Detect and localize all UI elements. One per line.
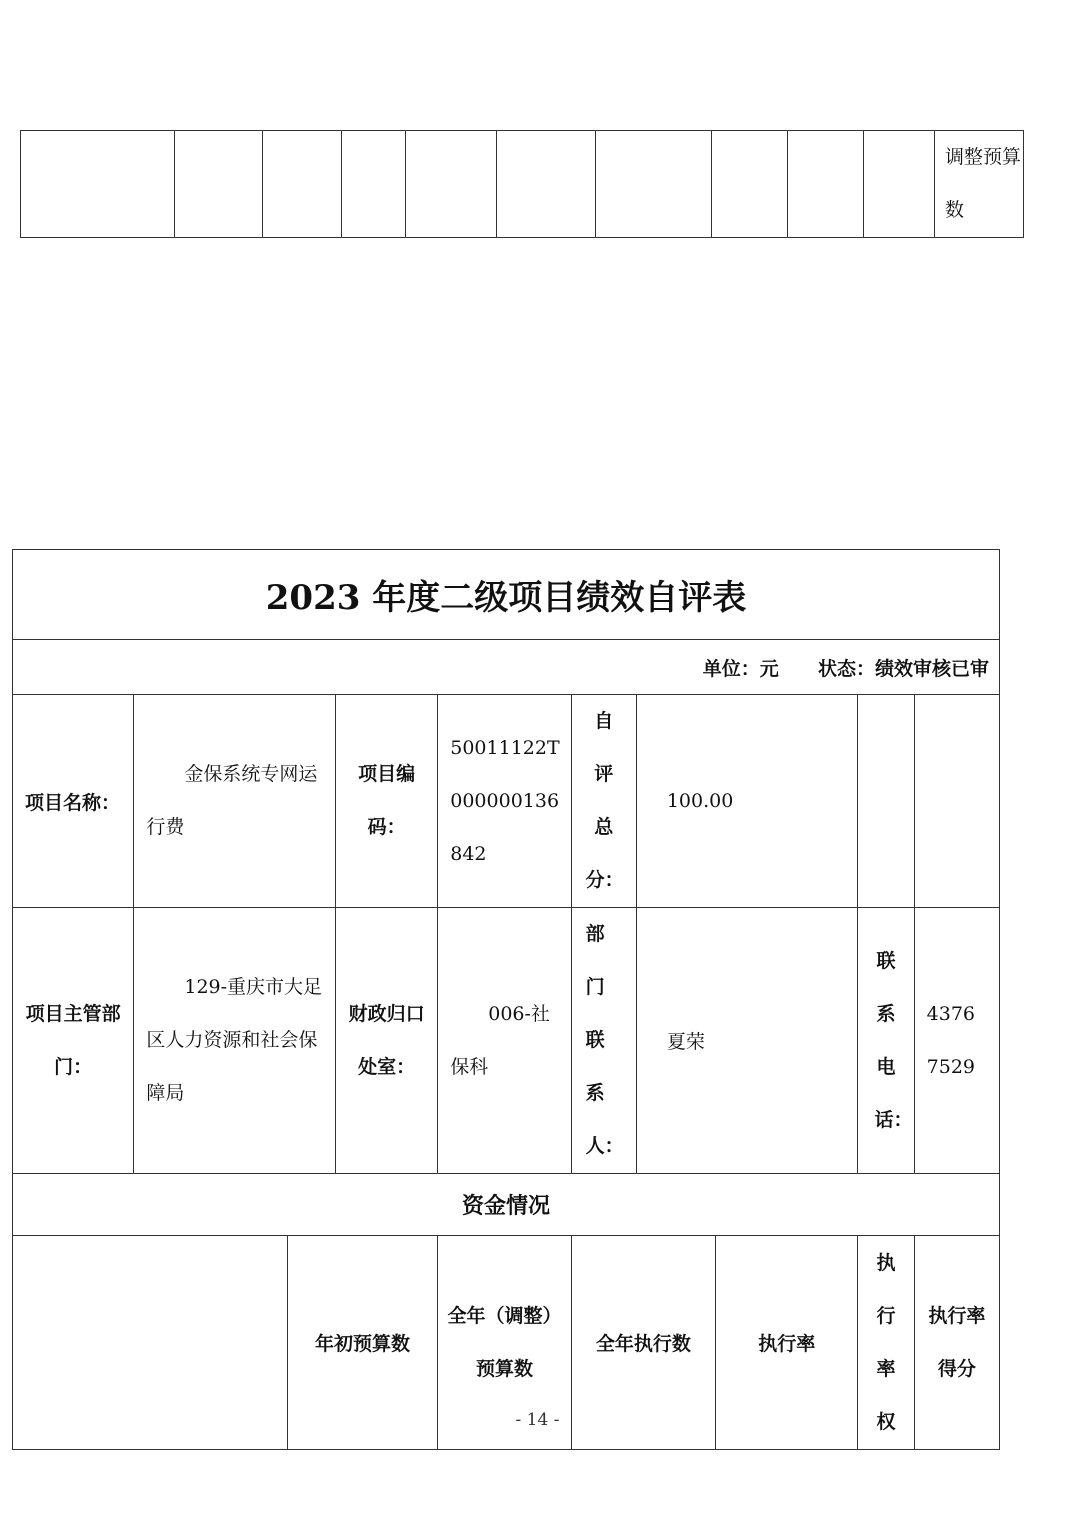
self-score-label: 自评总分： (571, 695, 636, 908)
department-label: 项目主管部门： (13, 908, 134, 1174)
adjusted-budget-header: 调整预算数 (935, 131, 1024, 238)
finance-office-label: 财政归口处室： (335, 908, 437, 1174)
project-code-label: 项目编码： (335, 695, 437, 908)
empty-cell (914, 695, 999, 908)
empty-cell (263, 131, 342, 238)
empty-cell (788, 131, 864, 238)
contact-person-value: 夏荣 (636, 908, 858, 1174)
finance-office-value: 006-社保科 (438, 908, 571, 1174)
department-value: 129-重庆市大足区人力资源和社会保障局 (134, 908, 336, 1174)
previous-table-fragment (20, 130, 1024, 238)
project-code-value: 50011122T000000136842 (438, 695, 571, 908)
empty-cell (712, 131, 788, 238)
status-label: 状态：绩效审核已审 (817, 657, 989, 680)
contact-phone-label: 联系电话： (858, 908, 914, 1174)
empty-cell (21, 131, 175, 238)
empty-cell (858, 695, 914, 908)
unit-label: 单位：元 (702, 657, 779, 680)
empty-cell (175, 131, 263, 238)
project-name-value: 金保系统专网运行费 (134, 695, 336, 908)
header-execution-rate-score: 执行率得分 (914, 1236, 999, 1450)
header-execution-rate-weight: 执行率权 (858, 1236, 914, 1450)
performance-self-evaluation-table (12, 549, 1000, 1450)
funds-section-title: 资金情况 (13, 1174, 1000, 1236)
header-adjusted-budget: 全年（调整）预算数 (438, 1236, 571, 1450)
header-execution-rate: 执行率 (716, 1236, 858, 1450)
header-initial-budget: 年初预算数 (287, 1236, 437, 1450)
form-title: 2023 年度二级项目绩效自评表 (13, 550, 1000, 640)
header-annual-execution: 全年执行数 (571, 1236, 715, 1450)
unit-status-row (13, 640, 1000, 695)
project-name-label: 项目名称： (13, 695, 134, 908)
contact-phone-value: 43767529 (914, 908, 999, 1174)
empty-cell (864, 131, 935, 238)
empty-cell (342, 131, 406, 238)
empty-cell (497, 131, 596, 238)
empty-cell (596, 131, 712, 238)
empty-cell (406, 131, 497, 238)
contact-person-label: 部门联系人： (571, 908, 636, 1174)
page-number: - 14 - (515, 1410, 560, 1430)
self-score-value: 100.00 (636, 695, 858, 908)
